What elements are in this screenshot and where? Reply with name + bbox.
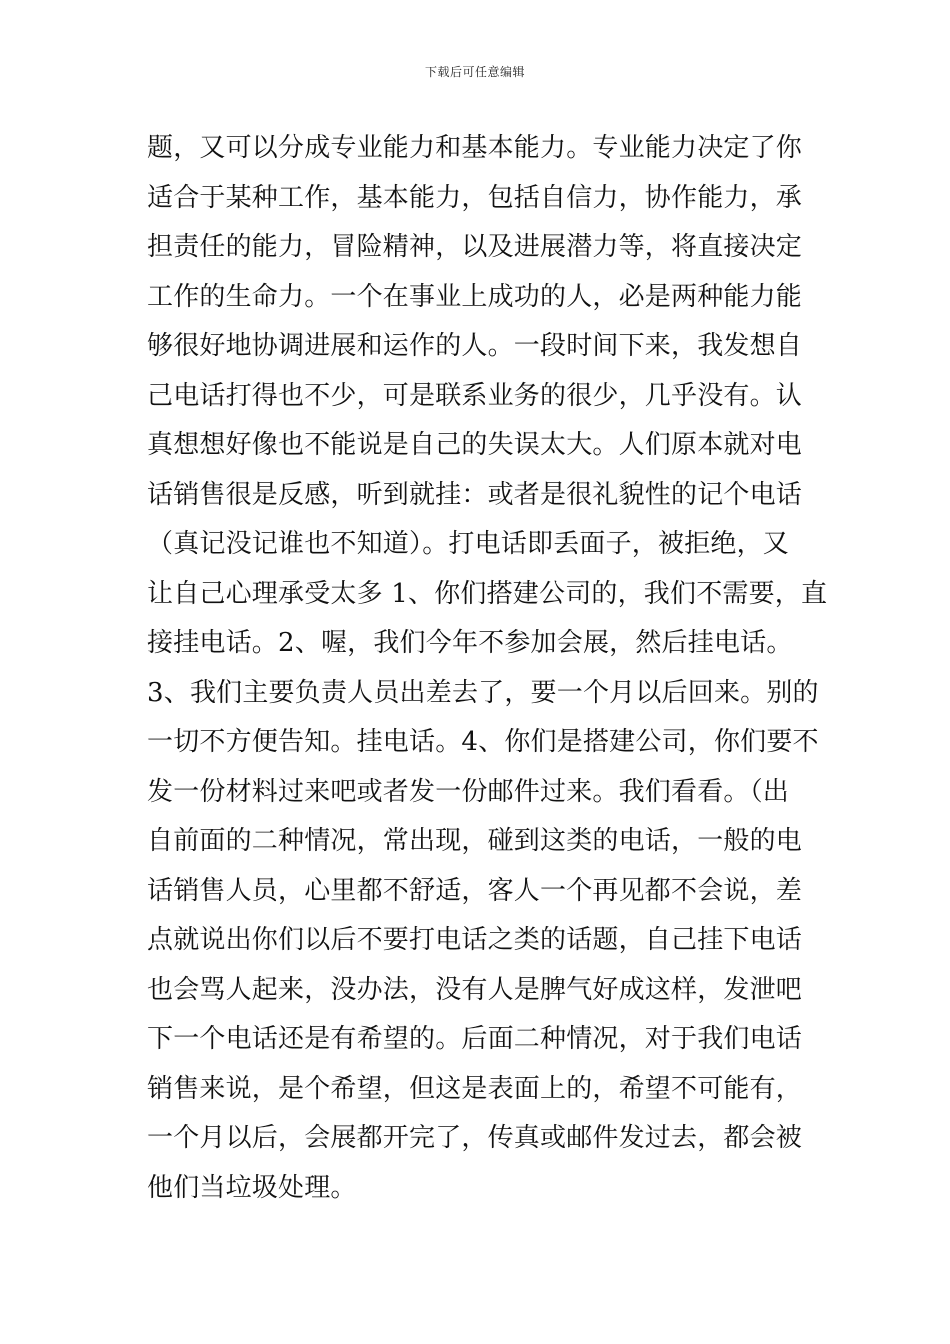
text-line: 发一份材料过来吧或者发一份邮件过来。我们看看。（出 xyxy=(147,776,790,807)
text-line: 话销售很是反感，听到就挂：或者是很礼貌性的记个电话 xyxy=(147,479,803,510)
text-line: 工作的生命力。一个在事业上成功的人，必是两种能力能 xyxy=(147,281,803,312)
body-text xyxy=(147,124,847,1213)
text-line: 让自己心理承受太多 1、你们搭建公司的，我们不需要，直 xyxy=(147,578,828,609)
text-line: 他们当垃圾处理。 xyxy=(147,1172,357,1203)
text-line: 话销售人员，心里都不舒适，客人一个再见都不会说，差 xyxy=(147,875,803,906)
text-line: 自前面的二种情况，常出现，碰到这类的电话，一般的电 xyxy=(147,826,803,856)
text-line: 也会骂人起来，没办法，没有人是脾气好成这样，发泄吧 xyxy=(147,974,803,1005)
text-line: 一切不方便告知。挂电话。4、你们是搭建公司，你们要不 xyxy=(147,727,819,757)
text-line: 己电话打得也不少，可是联系业务的很少，几乎没有。认 xyxy=(147,380,803,411)
page-header: 下载后可任意编辑 xyxy=(424,65,525,79)
text-line: 真想想好像也不能说是自己的失误太大。人们原本就对电 xyxy=(147,430,803,460)
text-line: 题，又可以分成专业能力和基本能力。专业能力决定了你 xyxy=(147,133,803,163)
text-line: （真记没记谁也不知道）。打电话即丢面子，被拒绝，又 xyxy=(147,529,790,559)
text-line: 够很好地协调进展和运作的人。一段时间下来，我发想自 xyxy=(147,331,803,361)
text-line: 销售来说，是个希望，但这是表面上的，希望不可能有， xyxy=(147,1073,803,1104)
text-line: 适合于某种工作，基本能力，包括自信力，协作能力，承 xyxy=(147,182,803,213)
text-line: 3、我们主要负责人员出差去了，要一个月以后回来。别的 xyxy=(147,677,819,708)
text-line: 一个月以后，会展都开完了，传真或邮件发过去，都会被 xyxy=(147,1123,803,1153)
text-line: 下一个电话还是有希望的。后面二种情况，对于我们电话 xyxy=(147,1024,803,1054)
text-line: 担责任的能力，冒险精神，以及进展潜力等，将直接决定 xyxy=(147,232,803,262)
text-line: 接挂电话。2、喔，我们今年不参加会展，然后挂电话。 xyxy=(147,628,793,658)
text-line: 点就说出你们以后不要打电话之类的话题，自己挂下电话 xyxy=(147,925,803,955)
